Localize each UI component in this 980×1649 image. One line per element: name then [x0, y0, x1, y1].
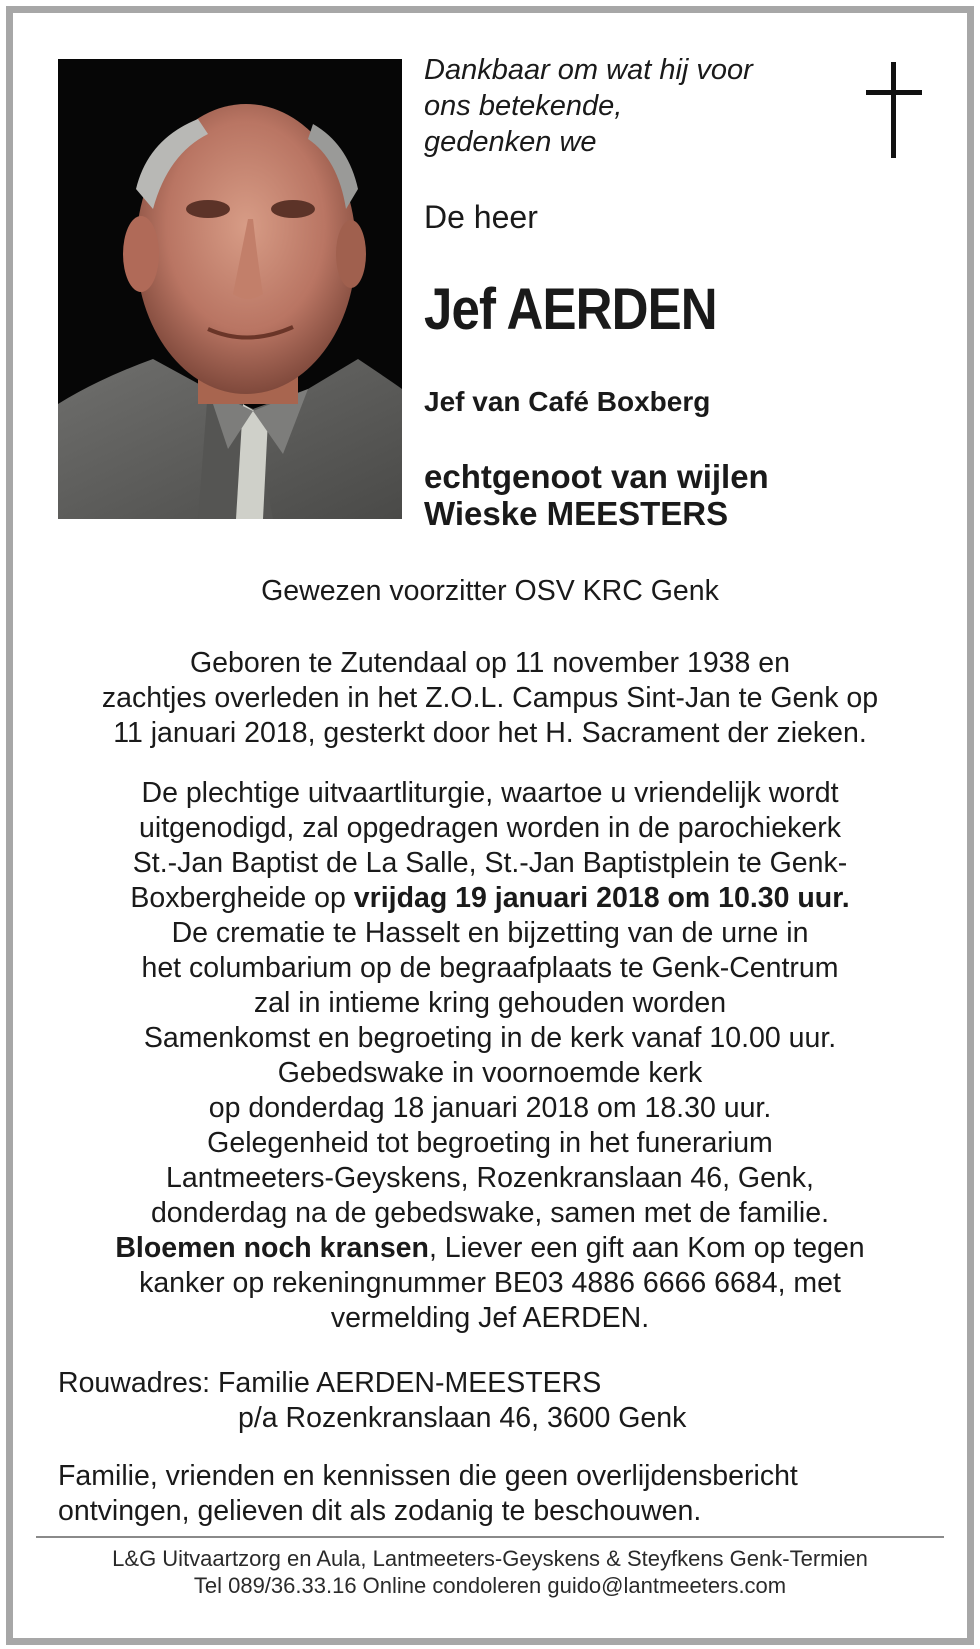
intro-line: Dankbaar om wat hij voor	[424, 54, 753, 86]
address-line: Rouwadres: Familie AERDEN-MEESTERS	[58, 1367, 602, 1399]
role-text: Gewezen voorzitter OSV KRC Genk	[261, 575, 719, 607]
ceremony-line: Lantmeeters-Geyskens, Rozenkranslaan 46, Genk,	[166, 1162, 814, 1194]
intro-text	[424, 52, 784, 160]
ceremony-line: Samenkomst en begroeting in de kerk vanaf 10.00 uur.	[143, 1022, 837, 1054]
ceremony-line: St.-Jan Baptist de La Salle, St.-Jan Baptistplein te Genk-	[132, 847, 848, 879]
birth-line: 11 januari 2018, gesterkt door het H. Sacrament der zieken.	[113, 717, 867, 749]
ceremony-line	[40, 1231, 940, 1266]
ceremony-line	[40, 881, 940, 916]
intro-line: gedenken we	[424, 126, 597, 158]
notice-line: Familie, vrienden en kennissen die geen overlijdensbericht	[58, 1460, 798, 1492]
ceremony-line: het columbarium op de begraafplaats te Genk-Centrum	[141, 952, 839, 984]
ceremony-line: vermelding Jef AERDEN.	[330, 1302, 650, 1334]
ceremony-line: uitgenodigd, zal opgedragen worden in de parochiekerk	[139, 812, 841, 844]
spouse-line: echtgenoot van wijlen	[424, 458, 769, 495]
funeral-home-footer	[36, 1545, 944, 1599]
ceremony-line: De crematie te Hasselt en bijzetting van de urne in	[171, 917, 809, 949]
spouse-text	[424, 458, 769, 532]
nickname: Jef van Café Boxberg	[424, 386, 711, 417]
ceremony-line: donderdag na de gebedswake, samen met de familie.	[150, 1197, 830, 1229]
birth-line: Geboren te Zutendaal op 11 november 1938 en	[190, 647, 790, 679]
footer-line: L&G Uitvaartzorg en Aula, Lantmeeters-Geyskens & Steyfkens Genk-Termien	[112, 1546, 868, 1571]
ceremony-text-regular: , Liever een gift aan Kom op tegen	[428, 1232, 865, 1264]
mourning-address	[58, 1366, 686, 1436]
notice-line: ontvingen, gelieven dit als zodanig te beschouwen.	[58, 1495, 702, 1527]
ceremony-line: De plechtige uitvaartliturgie, waartoe u vriendelijk wordt	[141, 777, 839, 809]
ceremony-line: op donderdag 18 januari 2018 om 18.30 uur.	[208, 1092, 772, 1124]
ceremony-line: Gebedswake in voornoemde kerk	[277, 1057, 703, 1089]
deceased-name: Jef AERDEN	[424, 277, 717, 342]
ceremony-line: zal in intieme kring gehouden worden	[253, 987, 727, 1019]
ceremony-text-regular: Boxbergheide op	[130, 882, 354, 914]
footer-line: Tel 089/36.33.16 Online condoleren guido@lantmeeters.com	[193, 1573, 787, 1598]
salutation: De heer	[424, 199, 538, 235]
funeral-date: vrijdag 19 januari 2018 om 10.30 uur.	[353, 882, 850, 914]
latin-cross-icon	[866, 62, 922, 158]
portrait-photo	[58, 59, 402, 519]
divider	[36, 1536, 944, 1538]
ceremony-text	[40, 776, 940, 1336]
ceremony-line: Gelegenheid tot begroeting in het funerarium	[207, 1127, 773, 1159]
address-line: p/a Rozenkranslaan 46, 3600 Genk	[238, 1402, 687, 1434]
birth-death-text	[40, 646, 940, 751]
spouse-line: Wieske MEESTERS	[424, 495, 729, 532]
ceremony-line: kanker op rekeningnummer BE03 4886 6666 6684, met	[139, 1267, 841, 1299]
birth-line: zachtjes overleden in het Z.O.L. Campus Sint-Jan te Genk op	[101, 682, 879, 714]
family-notice	[58, 1459, 798, 1529]
intro-line: ons betekende,	[424, 90, 623, 122]
flowers-notice: Bloemen noch kransen	[115, 1232, 429, 1264]
